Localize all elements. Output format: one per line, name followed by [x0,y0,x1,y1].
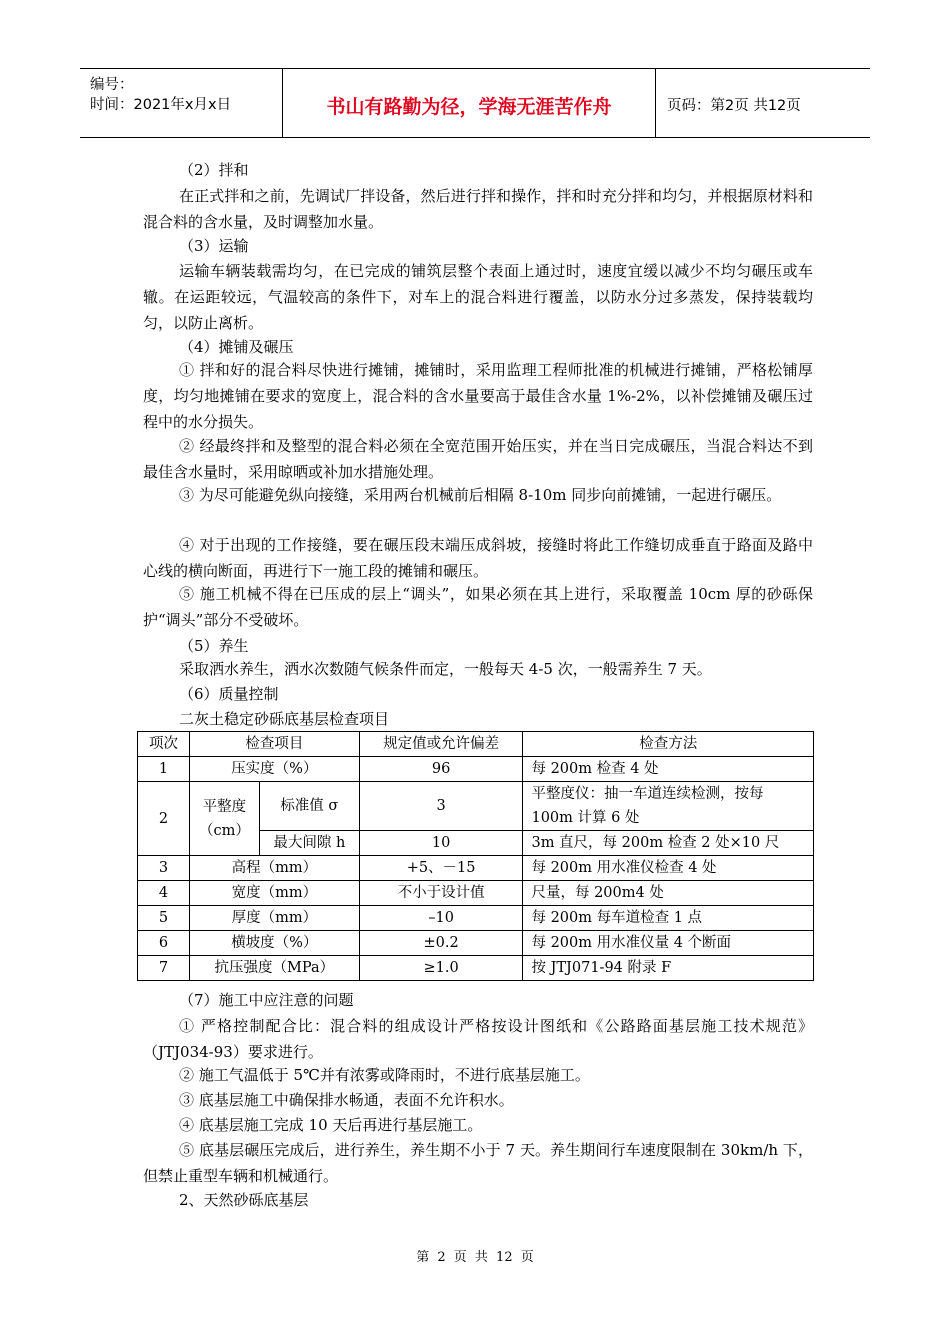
table-row [138,906,814,931]
table-cell: 每 200m 用水准仪检查 4 处 [523,856,814,881]
table-cell: 不小于设计值 [359,881,523,906]
table-cell: 4 [138,881,190,906]
table-cell: 抗压强度（MPa） [189,956,359,981]
table-cell: 标准值 σ [259,782,359,831]
table-cell: 3 [359,782,523,831]
heading-curing: （5）养生 [179,637,249,655]
heading-paving: （4）摊铺及碾压 [179,338,294,356]
page-footer: 第 2 页 共 12 页 [416,1250,534,1265]
table-cell: ±0.2 [359,931,523,956]
paragraph-caution-4: ④ 底基层施工完成 10 天后再进行基层施工。 [179,1116,483,1134]
header-motto-cell [282,69,656,137]
table-cell: 横坡度（%） [189,931,359,956]
doc-number-label: 编号： [90,77,134,93]
table-row [138,856,814,881]
table-cell: 每 200m 每车道检查 1 点 [523,906,814,931]
table-cell: 3m 直尺，每 200m 检查 2 处×10 尺 [523,831,814,856]
table-title: 二灰土稳定砂砾底基层检查项目 [179,710,390,728]
table-cell: 宽度（mm） [189,881,359,906]
header-page-cell [655,69,870,137]
heading-mixing: （2）拌和 [179,161,249,179]
table-cell: 6 [138,931,190,956]
table-cell: 96 [359,757,523,782]
paragraph-caution-3: ③ 底基层施工中确保排水畅通，表面不允许积水。 [179,1091,514,1109]
paragraph-paving-2: ② 经最终拌和及整型的混合料必须在全宽范围开始压实，并在当日完成碾压，当混合料达不到最佳含水量时，采用晾晒或补加水措施处理。 [143,437,813,481]
table-cell: 10 [359,831,523,856]
paragraph-caution-5: ⑤ 底基层碾压完成后，进行养生，养生期不小于 7 天。养生期间行车速度限制在 30km/h 下，但禁止重型车辆和机械通行。 [143,1141,813,1185]
table-cell: 1 [138,757,190,782]
table-cell: 3 [138,856,190,881]
paragraph-caution-1: ① 严格控制配合比：混合料的组成设计严格按设计图纸和《公路路面基层施工技术规范》（JTJ034-93）要求进行。 [143,1017,813,1061]
table-row [138,757,814,782]
table-cell: 最大间隙 h [259,831,359,856]
table-cell: 每 200m 检查 4 处 [523,757,814,782]
table-cell: 厚度（mm） [189,906,359,931]
table-cell: 5 [138,906,190,931]
heading-cautions: （7）施工中应注意的问题 [179,991,354,1009]
table-row [138,782,814,831]
table-cell: +5、－15 [359,856,523,881]
table-cell: 按 JTJ071-94 附录 F [523,956,814,981]
table-header-row [138,732,814,757]
table-cell: –10 [359,906,523,931]
table-cell: 每 200m 用水准仪量 4 个断面 [523,931,814,956]
table-cell: ≥1.0 [359,956,523,981]
paragraph-paving-3: ③ 为尽可能避免纵向接缝，采用两台机械前后相隔 8-10m 同步向前摊铺，一起进行碾压。 [179,486,782,504]
table-header-cell: 规定值或允许偏差 [359,732,523,757]
table-cell: 7 [138,956,190,981]
heading-quality: （6）质量控制 [179,685,279,703]
table-row [138,956,814,981]
paragraph-paving-1: ① 拌和好的混合料尽快进行摊铺，摊铺时，采用监理工程师批准的机械进行摊铺，严格松铺厚度，均匀地摊铺在要求的宽度上，混合料的含水量要高于最佳含水量 1%-2%，以补偿摊铺及碾压过程中的水分损失。 [143,361,813,431]
table-cell: 2 [138,782,190,856]
table-cell: 高程（mm） [189,856,359,881]
paragraph-paving-5: ⑤ 施工机械不得在已压成的层上“调头”，如果必须在其上进行，采取覆盖 10cm 厚的砂砾保护“调头”部分不受破坏。 [143,585,813,629]
table-row [138,931,814,956]
paragraph-mixing: 在正式拌和之前，先调试厂拌设备，然后进行拌和操作，拌和时充分拌和均匀，并根据原材料和混合料的含水量，及时调整加水量。 [143,187,813,231]
header-motto: 书山有路勤为径，学海无涯苦作舟 [326,96,612,118]
heading-transport: （3）运输 [179,237,249,255]
header-page-info: 页码：第2页 共12页 [667,98,801,114]
table-cell: 尺量，每 200m4 处 [523,881,814,906]
table-cell: 平整度仪：抽一车道连续检测，按每 100m 计算 6 处 [523,782,814,831]
table-cell: 压实度（%） [189,757,359,782]
header-meta [80,69,282,137]
paragraph-transport: 运输车辆装载需均匀，在已完成的铺筑层整个表面上通过时，速度宜缓以减少不均匀碾压或车辙。在运距较远，气温较高的条件下，对车上的混合料进行覆盖，以防水分过多蒸发，保持装载均匀，以防止离析。 [143,262,813,332]
paragraph-curing: 采取洒水养生，洒水次数随气候条件而定，一般每天 4-5 次，一般需养生 7 天。 [179,660,712,678]
paragraph-paving-4: ④ 对于出现的工作接缝，要在碾压段末端压成斜坡，接缝时将此工作缝切成垂直于路面及路中心线的横向断面，再进行下一施工段的摊铺和碾压。 [143,536,813,580]
page-header [80,68,870,138]
table-header-cell: 项次 [138,732,190,757]
inspection-table [137,731,814,981]
paragraph-caution-2: ② 施工气温低于 5℃并有浓雾或降雨时，不进行底基层施工。 [179,1066,590,1084]
doc-time-label: 时间：2021年x月x日 [90,97,232,113]
table-cell: 平整度（cm） [189,782,259,856]
table-row [138,881,814,906]
table-header-cell: 检查方法 [523,732,814,757]
heading-natural-gravel: 2、天然砂砾底基层 [179,1191,309,1209]
table-header-cell: 检查项目 [189,732,359,757]
